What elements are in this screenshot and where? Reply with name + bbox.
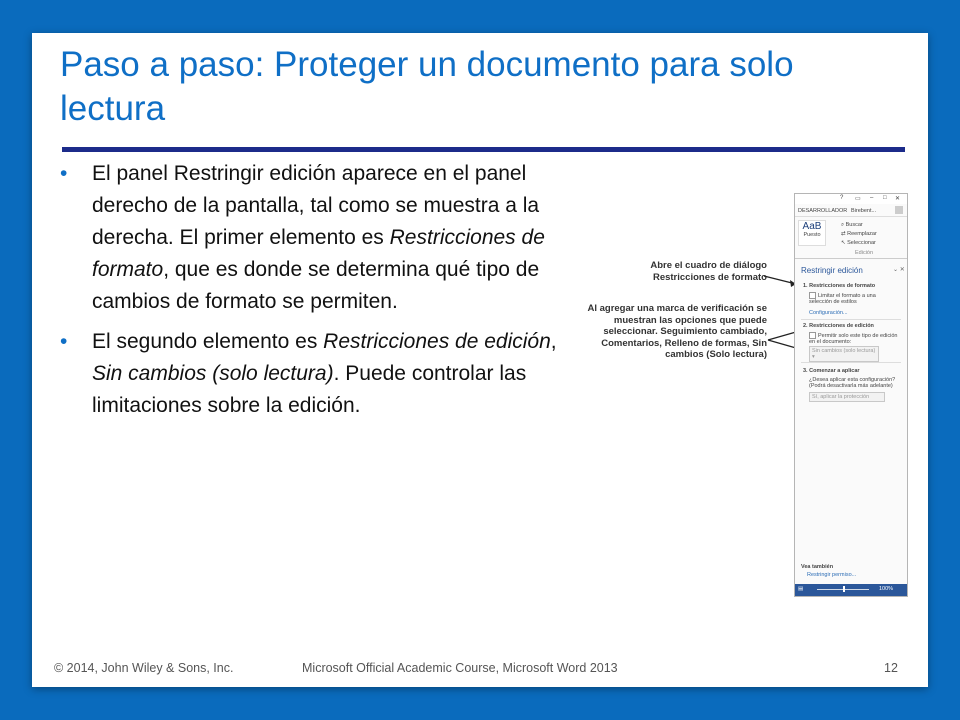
zoom-slider-thumb[interactable]: [843, 586, 845, 592]
chevron-down-icon[interactable]: ⌄: [893, 267, 899, 273]
footer-copyright: © 2014, John Wiley & Sons, Inc.: [54, 661, 234, 675]
apply-question: ¿Desea aplicar esta configuración? (Podrá desactivarla más adelante): [809, 377, 896, 389]
close-pane-icon[interactable]: ✕: [899, 267, 905, 273]
close-icon[interactable]: ✕: [895, 196, 901, 202]
edit-checkbox-row[interactable]: [809, 332, 899, 345]
bullet-item: [60, 158, 580, 318]
arrow-line: [768, 340, 796, 348]
maximize-icon[interactable]: □: [883, 195, 887, 201]
bullet-text: . Puede controlar las limitaciones sobre la edición.: [92, 362, 527, 417]
bullet-text: , que es donde se determina qué tipo de cambios de formato se permiten.: [92, 258, 540, 313]
page-number: 12: [884, 661, 898, 675]
search-icon: ⌕: [841, 222, 845, 228]
callout-edit-options: Al agregar una marca de verificación se muestran las opciones que puede seleccionar. Seguimiento cambiado, Comentarios, Relleno de formas, Sin cambios (Solo lectura): [587, 303, 767, 360]
edit-section-title: 2. Restricciones de edición: [803, 323, 874, 329]
chevron-down-icon: ▾: [812, 354, 815, 360]
arrow-line: [768, 332, 796, 340]
restrict-editing-pane-screenshot: [794, 193, 908, 597]
find-button[interactable]: [841, 222, 863, 229]
edit-checkbox-label: Permitir solo este tipo de edición en el documento:: [809, 332, 898, 345]
bullet-emphasis: Sin cambios (solo lectura): [92, 362, 334, 385]
slide: [32, 33, 928, 687]
see-also-heading: Vea también: [801, 564, 834, 570]
bullet-emphasis: Restricciones de formato: [92, 226, 545, 281]
ribbon-group-label: Edición: [855, 250, 874, 256]
footer-course: Microsoft Official Academic Course, Microsoft Word 2013: [302, 661, 618, 675]
edit-checkbox[interactable]: [809, 332, 816, 339]
slide-title: Paso a paso: Proteger un documento para solo lectura: [60, 45, 794, 128]
find-label: Buscar: [845, 222, 863, 228]
help-icon[interactable]: ?: [840, 195, 844, 201]
status-bar: [795, 584, 907, 596]
select-label: Seleccionar: [847, 240, 876, 246]
minimize-icon[interactable]: –: [870, 195, 874, 201]
ribbon-options-icon[interactable]: ▭: [855, 196, 861, 202]
style-sample: AaB: [802, 221, 822, 232]
settings-link[interactable]: Configuración...: [809, 310, 848, 316]
replace-icon: ⇄: [841, 231, 846, 237]
style-label: Puesto: [803, 232, 821, 238]
bullet-text: ,: [550, 330, 557, 353]
format-checkbox-row[interactable]: [809, 292, 899, 305]
bullet-item: [60, 326, 580, 422]
edit-type-dropdown[interactable]: [809, 346, 879, 362]
pane-controls[interactable]: [893, 266, 905, 273]
replace-button[interactable]: [841, 231, 877, 237]
bullet-text: El segundo elemento es: [92, 330, 324, 353]
restrict-permission-link[interactable]: Restringir permiso...: [807, 572, 857, 578]
style-gallery[interactable]: [798, 220, 826, 246]
select-button[interactable]: [841, 240, 876, 246]
layout-icon[interactable]: ▤: [798, 586, 804, 592]
replace-label: Reemplazar: [847, 231, 877, 237]
bullet-text: El panel Restringir edición aparece en el panel derecho de la pantalla, tal como se muestra a la derecha. El primer elemento es: [92, 162, 540, 249]
format-section-title: 1. Restricciones de formato: [803, 283, 876, 289]
dropdown-value: Sin cambios (solo lectura): [812, 348, 876, 354]
zoom-level: 100%: [879, 586, 894, 592]
apply-section-title: 3. Comenzar a aplicar: [803, 368, 860, 374]
window-titlebar: [795, 194, 907, 204]
callout-format-dialog: Abre el cuadro de diálogo Restricciones de formato: [650, 260, 767, 283]
section-divider: [801, 362, 901, 363]
apply-protection-button[interactable]: Sí, aplicar la protección: [809, 392, 885, 402]
bullet-marker: •: [60, 330, 68, 353]
format-checkbox-label: Limitar el formato a una selección de estilos: [809, 292, 876, 305]
ribbon-bottom-border: [795, 258, 907, 259]
bullet-marker: •: [60, 162, 68, 185]
section-divider: [801, 319, 901, 320]
title-divider: [62, 147, 905, 152]
ribbon-tab[interactable]: DESARROLLADOR: [798, 208, 848, 214]
bullet-list: [60, 158, 580, 430]
cursor-icon: ↖: [841, 240, 846, 246]
pane-title: Restringir edición: [801, 266, 863, 275]
format-checkbox[interactable]: [809, 292, 816, 299]
ribbon-divider: [795, 216, 907, 217]
bullet-emphasis: Restricciones de edición: [323, 330, 551, 353]
avatar[interactable]: [895, 206, 903, 214]
user-name[interactable]: Birebent...: [851, 208, 877, 214]
